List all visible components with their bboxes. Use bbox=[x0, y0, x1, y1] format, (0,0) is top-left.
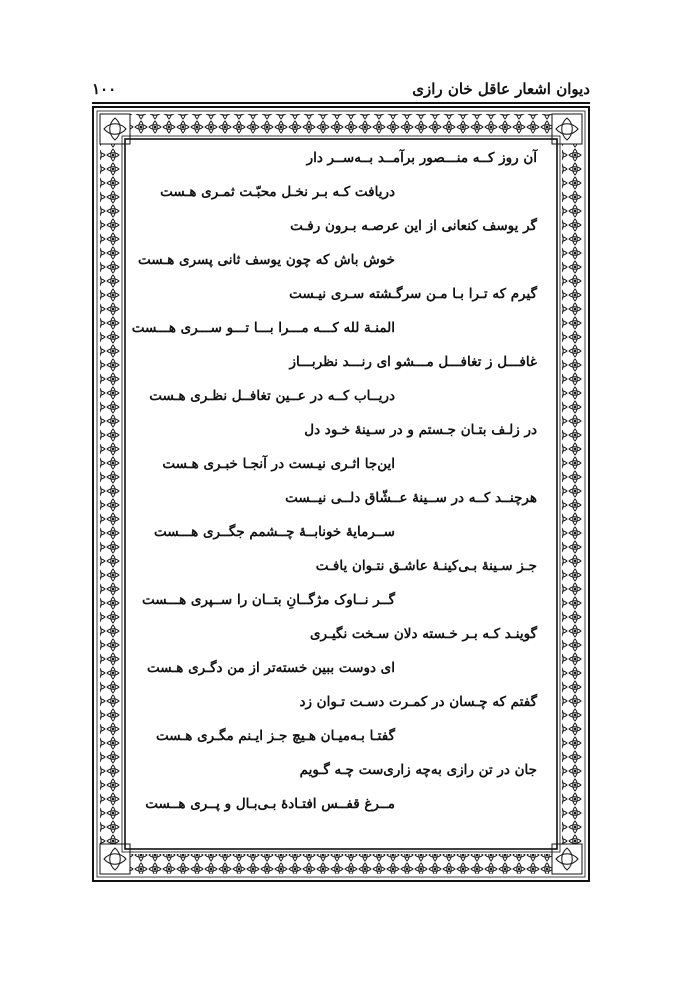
verse-line: هرچنــد کــه در ســینهٔ عــشّاق دلــی نیــست bbox=[285, 490, 537, 506]
page-header bbox=[92, 80, 590, 102]
verse-line: گر یوسف کنعانی از این عرصـه بـرون رفـت bbox=[290, 218, 537, 234]
verse-line: غافـــل ز تغافـــل مـــشو ای رنـــد نظربـــاز bbox=[289, 354, 537, 370]
page-number: ۱۰۰ bbox=[92, 80, 117, 98]
verse-line: جـز سـینهٔ بـی‌کینـهٔ عاشـق نتـوان یافـت bbox=[315, 558, 537, 574]
verse-line: جان در تن رازی به‌چه زاری‌ست چـه گـویم bbox=[299, 762, 537, 778]
verse-line: گیرم که تـرا بـا مـن سرگـشته سـری نیـست bbox=[289, 286, 537, 302]
verse-line: آن روز کــه منـــصور برآمــد بــه‌ســر دار bbox=[306, 150, 537, 166]
verse-line: مــرغ قفــس افتـادهٔ بـی‌بـال و پــری هــست bbox=[145, 796, 395, 812]
book-title: دیوان اشعار عاقل خان رازی bbox=[412, 80, 590, 98]
verse-line: گفتـا بـه‌میـان هـیچ جـز ایـنم مگـری هـست bbox=[156, 728, 395, 744]
verse-line: خوش باش که چون یوسف ثانی پسری هـست bbox=[137, 252, 395, 268]
header-rule bbox=[92, 102, 590, 104]
verse-line: در زلـف بتـان جـستم و در سـینهٔ خـود دل bbox=[304, 422, 537, 438]
poem-body bbox=[125, 150, 555, 812]
verse-line: گــر نــاوک مژگــانِ بتــان را ســپری هـــست bbox=[141, 592, 395, 608]
verse-line: ســرمایهٔ خونابــهٔ چــشمم جگــری هـــست bbox=[153, 524, 395, 540]
verse-line: ای دوست ببین خسته‌تر از من دگـری هـست bbox=[147, 660, 395, 676]
verse-line: دریــاب کــه در عــین تغافــل نظـری هـست bbox=[149, 388, 395, 404]
verse-line: المنـة لله کـــه مـــرا بـــا تـــو ســـری هـــست bbox=[131, 320, 395, 336]
verse-line: گفتم که چـسان در کمـرت دسـت تـوان زد bbox=[299, 694, 537, 710]
verse-line: گوینـد کـه بـر خـسته دلان سـخت نگیـری bbox=[309, 626, 537, 642]
verse-line: این‌جا اثـری نیـست در آنجـا خبـری هـست bbox=[162, 456, 395, 472]
verse-line: دریافت کـه بـر نخـل محبّـت ثمـری هـست bbox=[160, 184, 395, 200]
